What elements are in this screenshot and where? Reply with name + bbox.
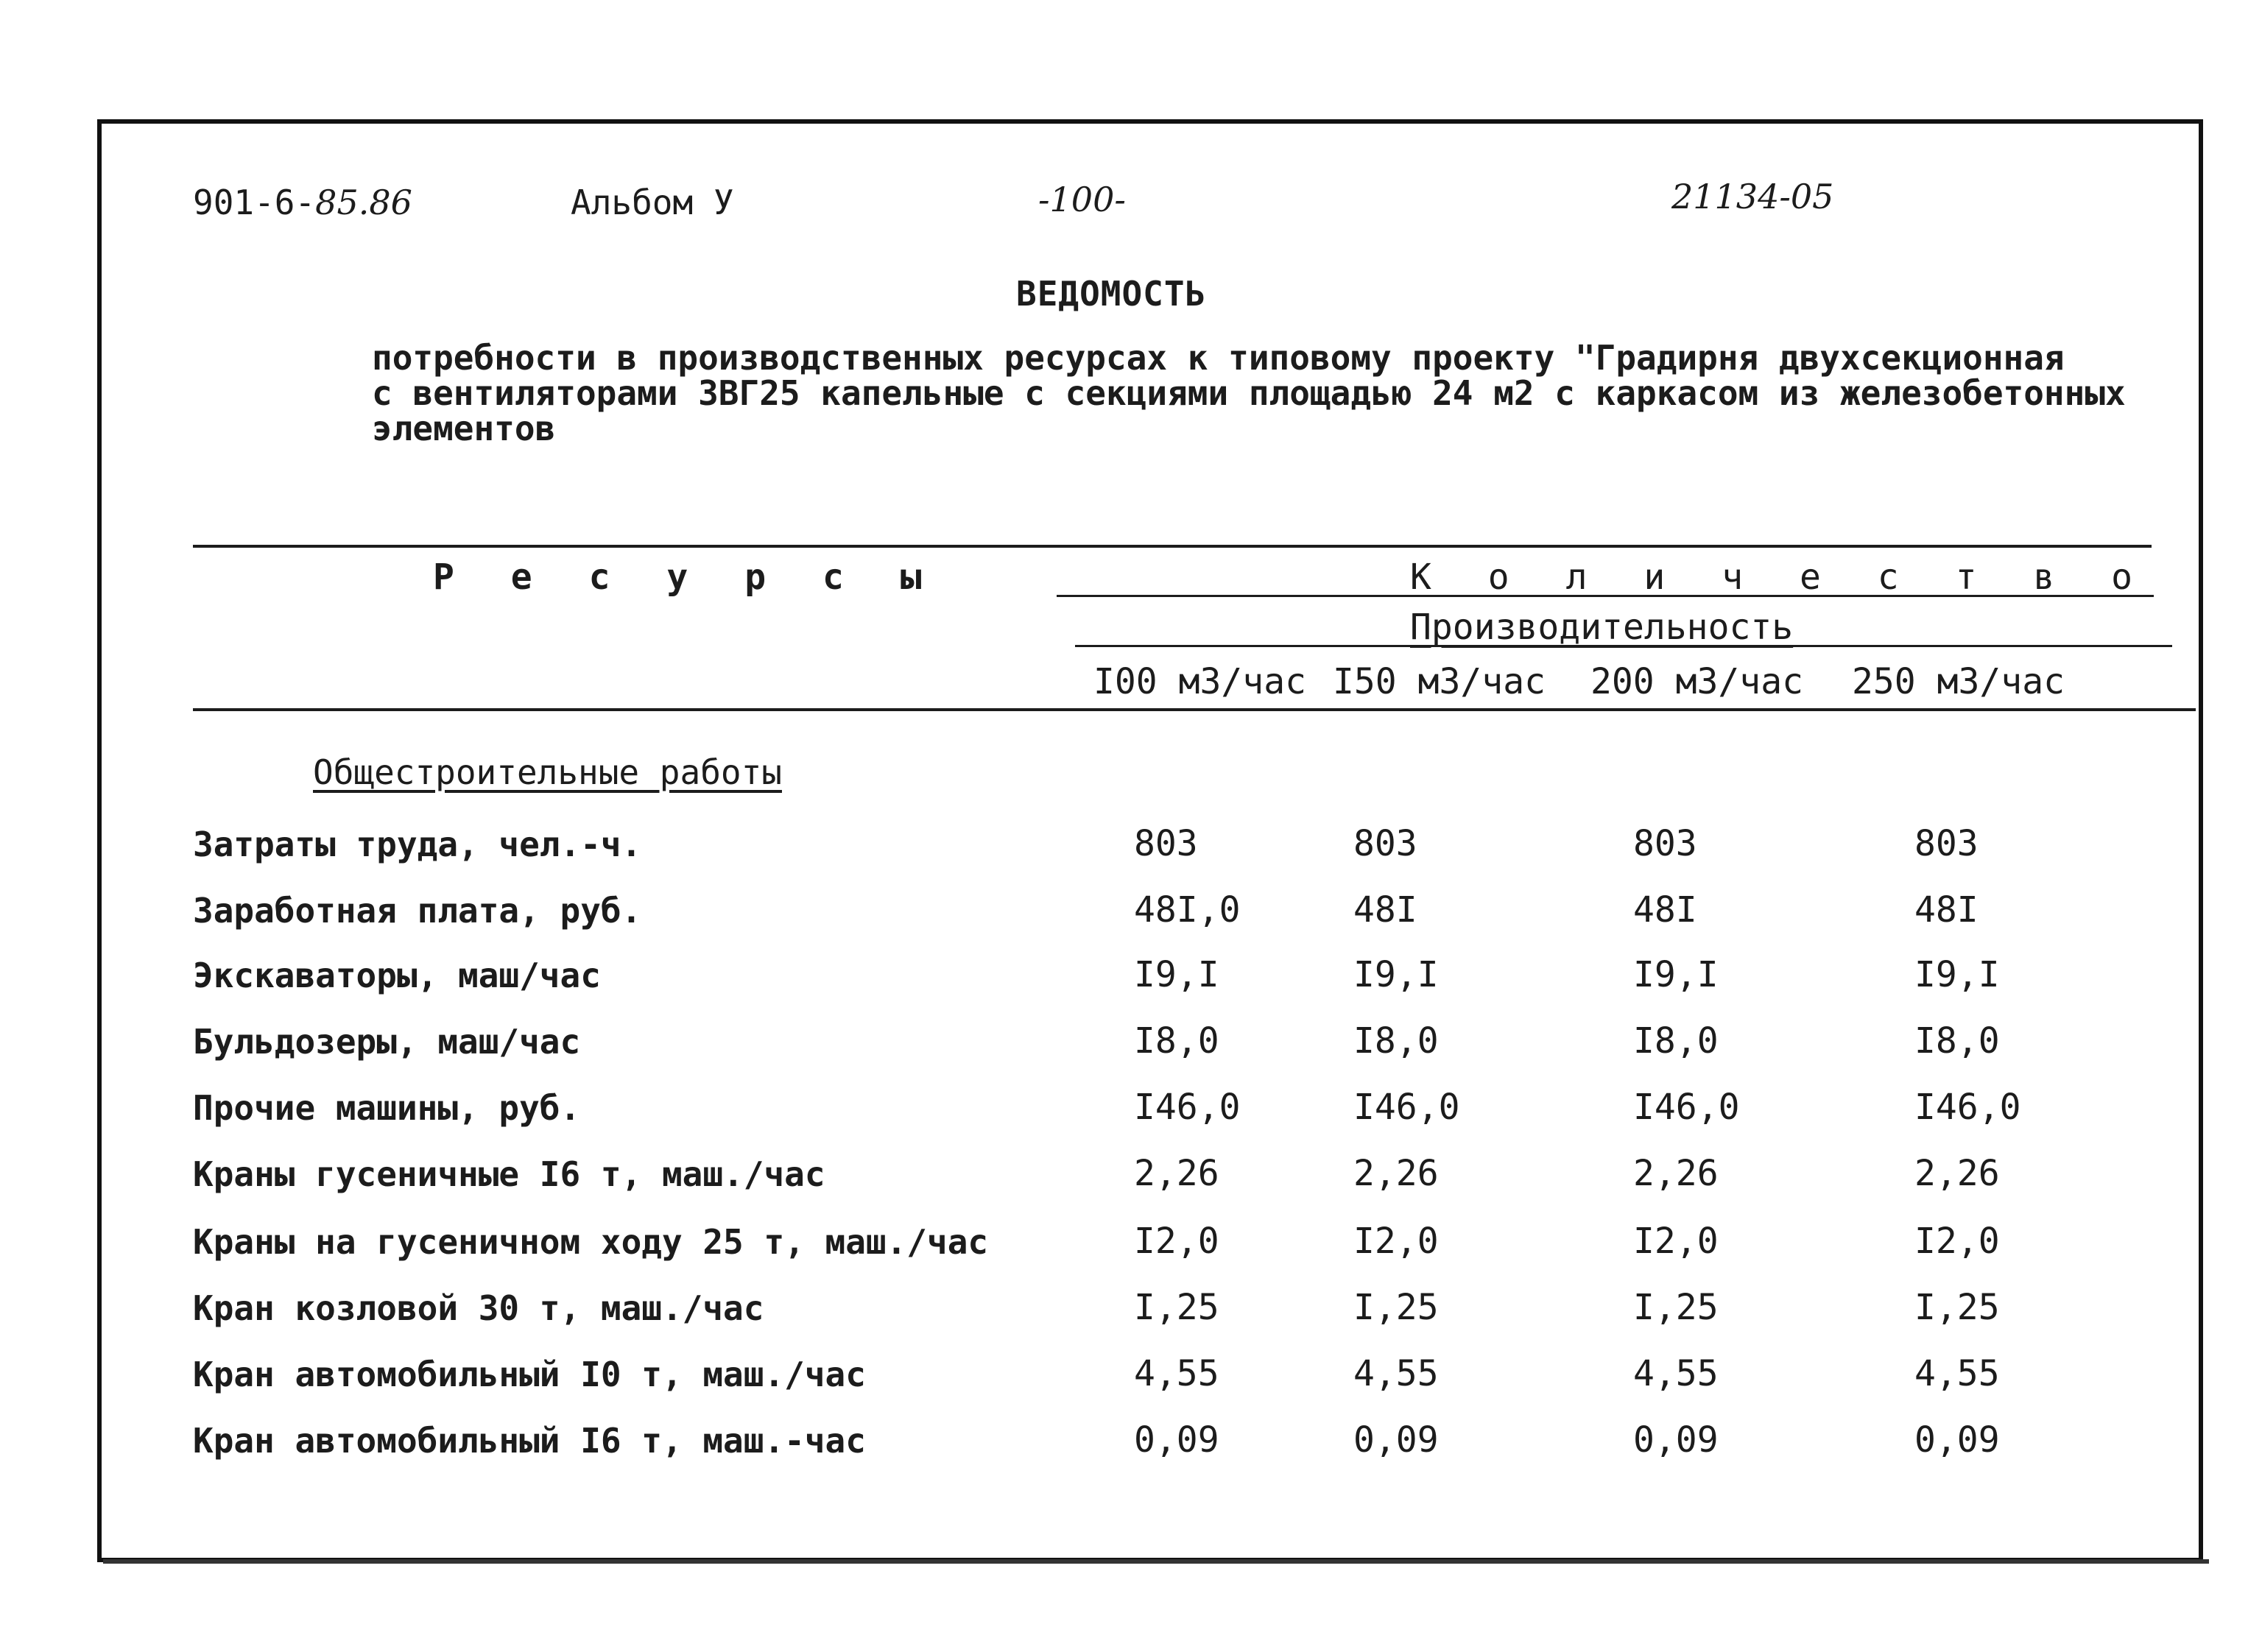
table-cell: 48I,0 bbox=[1134, 889, 1241, 931]
table-cell: 48I bbox=[1914, 889, 1979, 931]
table-cell: I8,0 bbox=[1914, 1020, 2000, 1062]
table-cell: I8,0 bbox=[1134, 1020, 1219, 1062]
table-cell: I46,0 bbox=[1134, 1087, 1241, 1128]
row-label: Кран автомобильный I6 т, маш.-час bbox=[193, 1421, 866, 1461]
table-cell: I9,I bbox=[1134, 954, 1219, 995]
table-cell: 0,09 bbox=[1633, 1419, 1719, 1461]
capacity-header: I00 м3/час bbox=[1093, 661, 1306, 702]
row-label: Кран автомобильный I0 т, маш./час bbox=[193, 1355, 866, 1394]
table-cell: 803 bbox=[1633, 823, 1697, 864]
table-cell: 2,26 bbox=[1353, 1153, 1439, 1194]
table-cell: 0,09 bbox=[1914, 1419, 2000, 1461]
section-title: Общестроительные работы bbox=[313, 752, 782, 792]
table-cell: 2,26 bbox=[1134, 1153, 1219, 1194]
subtitle-line: потребности в производственных ресурсах к типовому проекту "Градирня двухсекционная bbox=[372, 338, 2065, 378]
table-cell: 2,26 bbox=[1633, 1153, 1719, 1194]
document-code bbox=[193, 183, 412, 222]
subtitle-line: с вентиляторами 3ВГ25 капельные с секциями площадью 24 м2 с каркасом из железобетонных bbox=[372, 373, 2126, 413]
table-cell: 48I bbox=[1633, 889, 1697, 931]
table-cell: I,25 bbox=[1914, 1287, 2000, 1328]
quantity-column-header: К о л и ч е с т в о bbox=[1410, 557, 2151, 598]
table-cell: 4,55 bbox=[1134, 1353, 1219, 1394]
capacity-header: 250 м3/час bbox=[1852, 661, 2065, 702]
table-cell: I46,0 bbox=[1353, 1087, 1460, 1128]
table-cell: 4,55 bbox=[1914, 1353, 2000, 1394]
table-cell: I,25 bbox=[1633, 1287, 1719, 1328]
frame-edge bbox=[103, 1559, 2209, 1564]
table-cell: I2,0 bbox=[1914, 1221, 2000, 1262]
table-cell: 4,55 bbox=[1353, 1353, 1439, 1394]
row-label: Бульдозеры, маш/час bbox=[193, 1022, 581, 1062]
row-label: Затраты труда, чел.-ч. bbox=[193, 825, 642, 864]
table-cell: 48I bbox=[1353, 889, 1417, 931]
table-cell: I9,I bbox=[1914, 954, 2000, 995]
table-top-rule bbox=[193, 545, 2152, 548]
row-label: Краны гусеничные I6 т, маш./час bbox=[193, 1154, 825, 1194]
album-label: Альбом У bbox=[571, 183, 734, 222]
subtitle-line: элементов bbox=[372, 409, 556, 448]
table-cell: I2,0 bbox=[1353, 1221, 1439, 1262]
document-code-printed: 901-6- bbox=[193, 183, 316, 222]
row-label: Прочие машины, руб. bbox=[193, 1088, 581, 1128]
resources-column-header: Р е с у р с ы bbox=[433, 557, 940, 598]
table-header-bottom-rule bbox=[193, 708, 2196, 711]
table-cell: I46,0 bbox=[1914, 1087, 2021, 1128]
table-cell: 2,26 bbox=[1914, 1153, 2000, 1194]
table-cell: I9,I bbox=[1633, 954, 1719, 995]
table-cell: I,25 bbox=[1134, 1287, 1219, 1328]
table-cell: I2,0 bbox=[1134, 1221, 1219, 1262]
document-title: ВЕДОМОСТЬ bbox=[1016, 274, 1207, 314]
row-label: Краны на гусеничном ходу 25 т, маш./час bbox=[193, 1222, 989, 1262]
table-cell: 0,09 bbox=[1134, 1419, 1219, 1461]
table-cell: 0,09 bbox=[1353, 1419, 1439, 1461]
capacity-header: 200 м3/час bbox=[1590, 661, 1803, 702]
table-cell: I8,0 bbox=[1633, 1020, 1719, 1062]
row-label: Заработная плата, руб. bbox=[193, 891, 642, 931]
productivity-header: Производительность bbox=[1410, 607, 1794, 648]
table-cell: 803 bbox=[1353, 823, 1417, 864]
table-cell: I8,0 bbox=[1353, 1020, 1439, 1062]
table-cell: I46,0 bbox=[1633, 1087, 1740, 1128]
document-subtitle bbox=[372, 340, 2126, 446]
sheet-code: 21134-05 bbox=[1671, 177, 1834, 216]
table-cell: I2,0 bbox=[1633, 1221, 1719, 1262]
table-cell: 803 bbox=[1914, 823, 1979, 864]
document-code-handwritten: 85.86 bbox=[315, 183, 412, 222]
table-cell: 4,55 bbox=[1633, 1353, 1719, 1394]
capacity-header: I50 м3/час bbox=[1333, 661, 1546, 702]
row-label: Экскаваторы, маш/час bbox=[193, 956, 601, 995]
page-number: -100- bbox=[1038, 180, 1126, 219]
table-cell: I9,I bbox=[1353, 954, 1439, 995]
table-cell: I,25 bbox=[1353, 1287, 1439, 1328]
table-cell: 803 bbox=[1134, 823, 1198, 864]
row-label: Кран козловой 30 т, маш./час bbox=[193, 1288, 764, 1328]
